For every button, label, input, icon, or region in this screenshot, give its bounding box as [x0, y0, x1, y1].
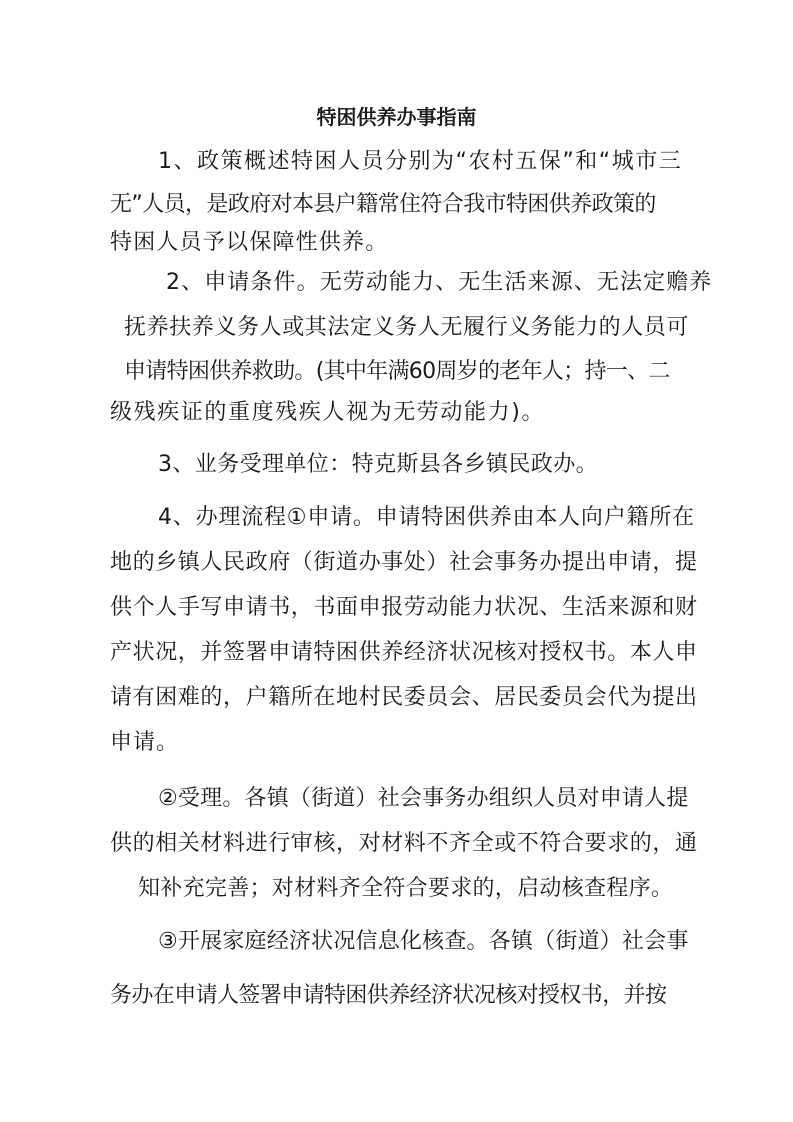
paragraph-line: 地的乡镇人民政府（街道办事处）社会事务办提出申请，提 — [110, 550, 698, 575]
paragraph-line: 4、办理流程①申请。申请特困供养由本人向户籍所在 — [158, 505, 695, 530]
paragraph-line: 产状况，并签署申请特困供养经济状况核对授权书。本人申 — [110, 640, 698, 665]
paragraph-line: 无”人员，是政府对本县户籍常住符合我市特困供养政策的 — [110, 192, 656, 217]
paragraph-line: 级残疾证的重度残疾人视为无劳动能力)。 — [110, 400, 545, 425]
paragraph-line: 2、申请条件。无劳动能力、无生活来源、无法定赡养 — [166, 270, 713, 295]
paragraph-line: 特困人员予以保障性供养。 — [110, 230, 389, 255]
paragraph-line: 抚养扶养义务人或其法定义务人无履行义务能力的人员可 — [124, 315, 690, 340]
paragraph-line: 3、业务受理单位：特克斯县各乡镇民政办。 — [158, 452, 598, 477]
document-title: 特困供养办事指南 — [316, 105, 477, 129]
paragraph-line: 知补充完善；对材料齐全符合要求的，启动核查程序。 — [138, 876, 674, 901]
paragraph-line: 申请特困供养救助。(其中年满60周岁的老年人；持一、二 — [124, 359, 670, 384]
paragraph-line: 供的相关材料进行审核，对材料不齐全或不符合要求的，通 — [110, 831, 698, 856]
paragraph-line: 供个人手写申请书，书面申报劳动能力状况、生活来源和财 — [110, 595, 698, 620]
paragraph-line: 1、政策概述特困人员分别为“农村五保”和“城市三 — [158, 149, 683, 174]
paragraph-line: ③开展家庭经济状况信息化核查。各镇（街道）社会事 — [158, 929, 689, 954]
paragraph-line: 申请。 — [110, 730, 180, 755]
paragraph-line: 务办在申请人签署申请特困供养经济状况核对授权书，并按 — [110, 983, 667, 1008]
paragraph-line: ②受理。各镇（街道）社会事务办组织人员对申请人提 — [158, 786, 689, 811]
paragraph-line: 请有困难的，户籍所在地村民委员会、居民委员会代为提出 — [110, 685, 698, 710]
